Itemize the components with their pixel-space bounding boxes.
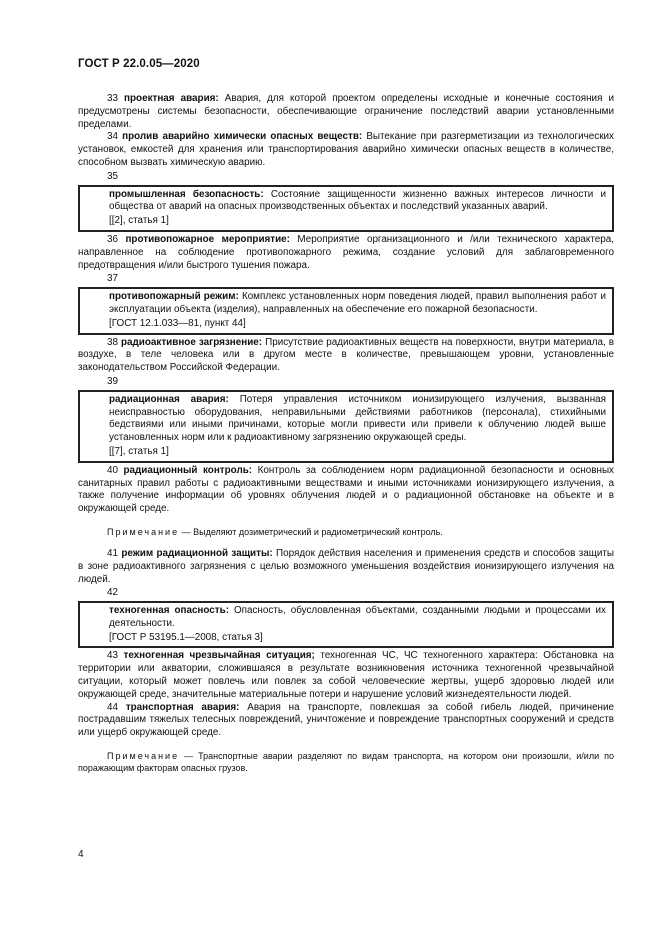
entry-41 (78, 548, 614, 586)
entry-37-box (78, 287, 614, 334)
note-label: Примечание (107, 526, 180, 537)
entry-definition: Потеря управления источником ионизирующего излучения, вызванная неисправностью оборудования, неправильными действиями работников (персонала), стихийными бедствиями или иными причинами, которые могли привести или привели к облучению людей выше установленных норм или к радиоактивному загрязнению окружающей среды. (109, 393, 606, 444)
note (78, 526, 614, 538)
entry-definition: Состояние защищенности жизненно важных интересов личности и общества от аварий на опасных производственных объектах и последствий указанных аварий. (109, 188, 607, 213)
entry-term: режим радиационной защиты: (121, 547, 273, 559)
entry-definition: Вытекание при разгерметизации из технологических установок, емкостей для хранения или транспортирования аварийно химически опасных веществ в количестве, способном вызвать химическую аварию. (78, 131, 614, 168)
entry-34 (78, 131, 614, 169)
entry-term: пролив аварийно химически опасных веществ: (122, 131, 363, 143)
entry-definition: Авария на транспорте, повлекшая за собой гибель людей, причинение пострадавшим тяжелых телесных повреждений, уничтожение и повреждение транспортных сооружений и средств или ущерб окружающей среде. (78, 701, 615, 739)
entry-42-box (78, 601, 614, 648)
document-header: ГОСТ Р 22.0.05—2020 (78, 58, 200, 70)
entry-number: 40 (107, 464, 118, 476)
entry-number: 38 (107, 336, 118, 348)
entry-definition: Присутствие радиоактивных веществ на поверхности, внутри материала, в воздухе, в теле человека или в другом месте в количестве, превышающем уровни, установленные законодательством Российской Федерации. (78, 336, 614, 374)
entry-number: 43 (107, 650, 118, 662)
note-text: Транспортные аварии разделяют по видам транспорта, на котором они произошли, и/или по поражающим факторам опасных грузов. (78, 751, 614, 774)
note-dash: — (179, 526, 194, 537)
entry-term: техногенная опасность: (109, 605, 229, 617)
entry-term: противопожарный режим: (109, 291, 239, 303)
entry-number: 35 (107, 170, 118, 182)
entry-term: промышленная безопасность: (109, 188, 264, 200)
entry-term: радиационный контроль: (123, 464, 253, 476)
entry-term: техногенная чрезвычайная ситуация; (123, 650, 315, 662)
entry-term: противопожарное мероприятие: (125, 233, 290, 245)
entry-definition: Опасность, обусловленная объектами, созданными людьми и процессами их деятельности. (109, 605, 606, 629)
note-dash: — (179, 751, 199, 762)
entry-definition: Авария, для которой проектом определены исходные и конечные состояния и предусмотрены системы безопасности, обеспечивающие ограничение последствий аварии установленными пределами. (78, 93, 614, 130)
entry-definition: Порядок действия населения и применения средств и способов защиты в зоне радиоактивного загрязнения с целью возможного уменьшения воздействия ионизирующего излучения на людей. (78, 547, 614, 585)
entry-reference: [[2], статья 1] (109, 215, 169, 227)
page-number: 4 (78, 849, 84, 860)
entry-number: 37 (107, 273, 118, 285)
entry-number: 42 (107, 587, 118, 599)
entry-44 (78, 702, 614, 740)
entry-number: 44 (107, 701, 118, 713)
entry-39-box (78, 390, 614, 463)
entry-number: 34 (107, 131, 118, 143)
entry-definition: Контроль за соблюдением норм радиационной безопасности и основных санитарных правил работы с радиоактивными веществами и иными источниками ионизирующего излучения, а также получение информации об уровнях облучения людей и о радиационной обстановке на объекте и в окружающей среде. (78, 464, 614, 515)
entry-number: 33 (107, 93, 118, 104)
entry-reference: [ГОСТ Р 53195.1—2008, статья 3] (109, 631, 263, 643)
entry-reference: [ГОСТ 12.1.033—81, пункт 44] (109, 317, 246, 329)
entry-36 (78, 234, 614, 272)
entry-term: радиационная авария: (109, 393, 229, 405)
note-text: Выделяют дозиметрический и радиометрический контроль. (193, 526, 443, 537)
entry-definition: Комплекс установленных норм поведения людей, правил выполнения работ и эксплуатации объекта (изделия), направленных на обеспечение его пожарной безопасности. (109, 291, 606, 315)
note-label: Примечание (107, 751, 180, 762)
entry-33 (78, 93, 614, 131)
document-body (78, 93, 614, 784)
entry-definition: Мероприятие организационного и /или технического характера, направленное на соблюдение противопожарного режима, создание условий для заблаговременного предотвращения и/или быстрого тушения пожара. (78, 233, 614, 271)
entry-term: радиоактивное загрязнение: (121, 336, 263, 348)
entry-reference: [[7], статья 1] (109, 445, 169, 457)
entry-number: 36 (107, 233, 118, 245)
entry-40 (78, 465, 614, 516)
entry-35-box (78, 185, 614, 232)
entry-definition: техногенная ЧС, ЧС техногенного характера: Обстановка на территории или акватории, сложившаяся в результате возникновения источника техногенной чрезвычайной ситуации, который может повлечь или повлек за собой человеческие жертвы, ущерб здоровью людей или окружающей среде, значительные материальные потери и нарушение условий жизнедеятельности людей. (78, 650, 614, 700)
entry-term: транспортная авария: (125, 701, 240, 713)
entry-number: 41 (107, 547, 118, 559)
entry-number: 39 (107, 375, 118, 387)
note (78, 750, 614, 774)
entry-38 (78, 337, 614, 375)
entry-43 (78, 650, 614, 701)
entry-term: проектная авария: (124, 93, 219, 104)
